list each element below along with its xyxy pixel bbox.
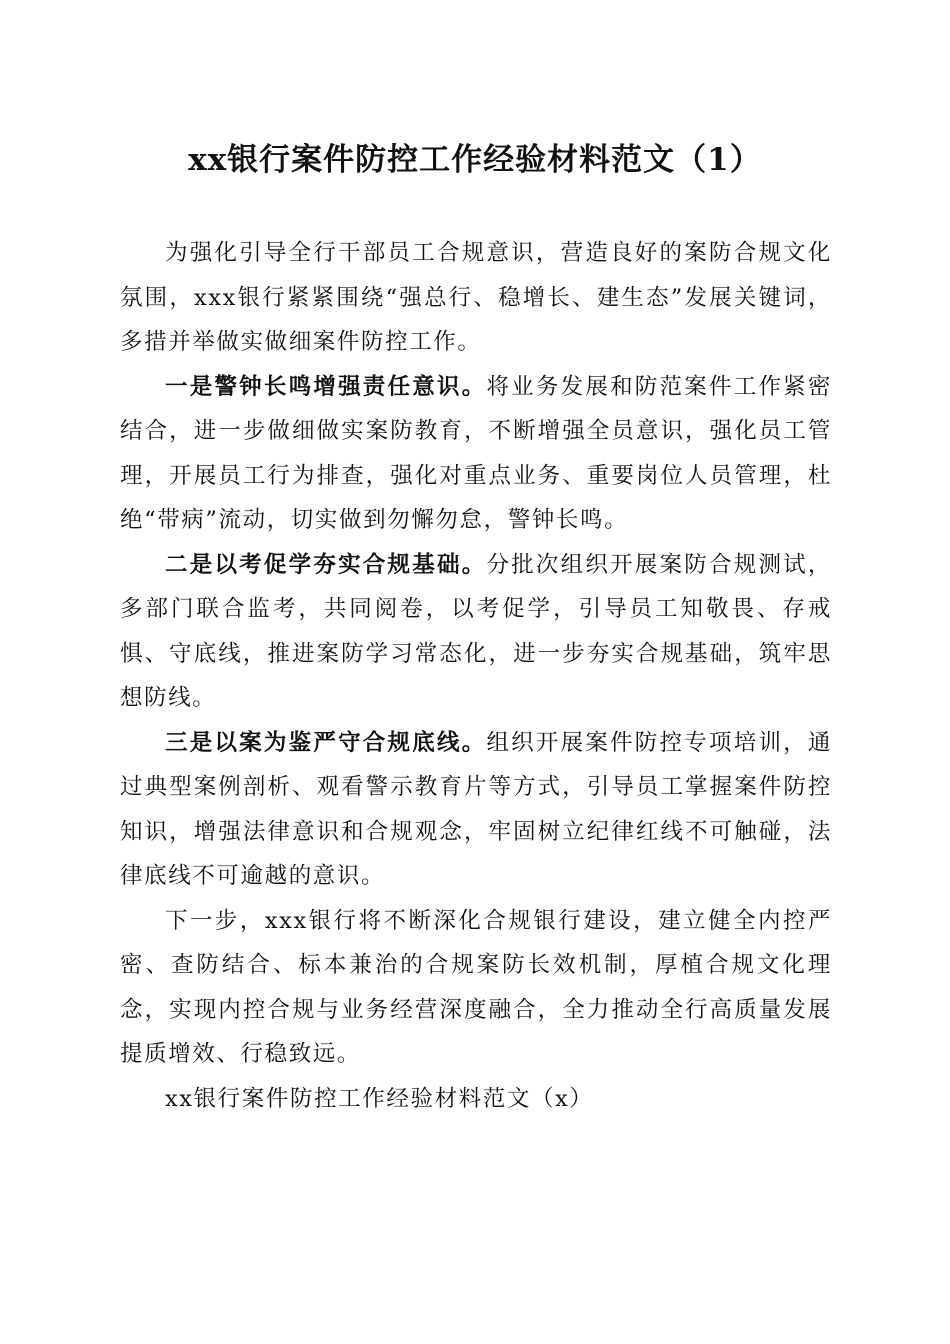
document-body [120,231,832,1121]
section-paragraph-3 [120,721,832,899]
section-lead-2: 二是以考促学夯实合规基础。 [165,551,487,578]
section-paragraph-1 [120,365,832,543]
closing-paragraph: 下一步，xxx银行将不断深化合规银行建设，建立健全内控严密、查防结合、标本兼治的合规案防长效机制，厚植合规文化理念，实现内控合规与业务经营深度融合，全力推动全行高质量发展提质增效、行稳致远。 [120,907,832,1067]
section-lead-1: 一是警钟长鸣增强责任意识。 [165,373,487,400]
section-paragraph-2 [120,543,832,721]
intro-paragraph: 为强化引导全行干部员工合规意识，营造良好的案防合规文化氛围，xxx银行紧紧围绕“强总行、稳增长、建生态”发展关键词，多措并举做实做细案件防控工作。 [120,240,832,355]
section-text-2: 分批次组织开展案防合规测试，多部门联合监考，共同阅卷，以考促学，引导员工知敬畏、存戒惧、守底线，推进案防学习常态化，进一步夯实合规基础，筑牢思想防线。 [120,551,832,711]
section-text-3: 组织开展案件防控专项培训，通过典型案例剖析、观看警示教育片等方式，引导员工掌握案件防控知识，增强法律意识和合规观念，牢固树立纪律红线不可触碰，法律底线不可逾越的意识。 [120,729,832,889]
next-document-title: xx银行案件防控工作经验材料范文（x） [165,1085,594,1112]
section-text-1: 将业务发展和防范案件工作紧密结合，进一步做细做实案防教育，不断增强全员意识，强化员工管理，开展员工行为排查，强化对重点业务、重要岗位人员管理，杜绝“带病”流动，切实做到勿懈勿怠，警钟长鸣。 [120,373,832,533]
document-title: xx银行案件防控工作经验材料范文（1） [188,142,762,178]
section-lead-3: 三是以案为鉴严守合规底线。 [165,729,487,756]
